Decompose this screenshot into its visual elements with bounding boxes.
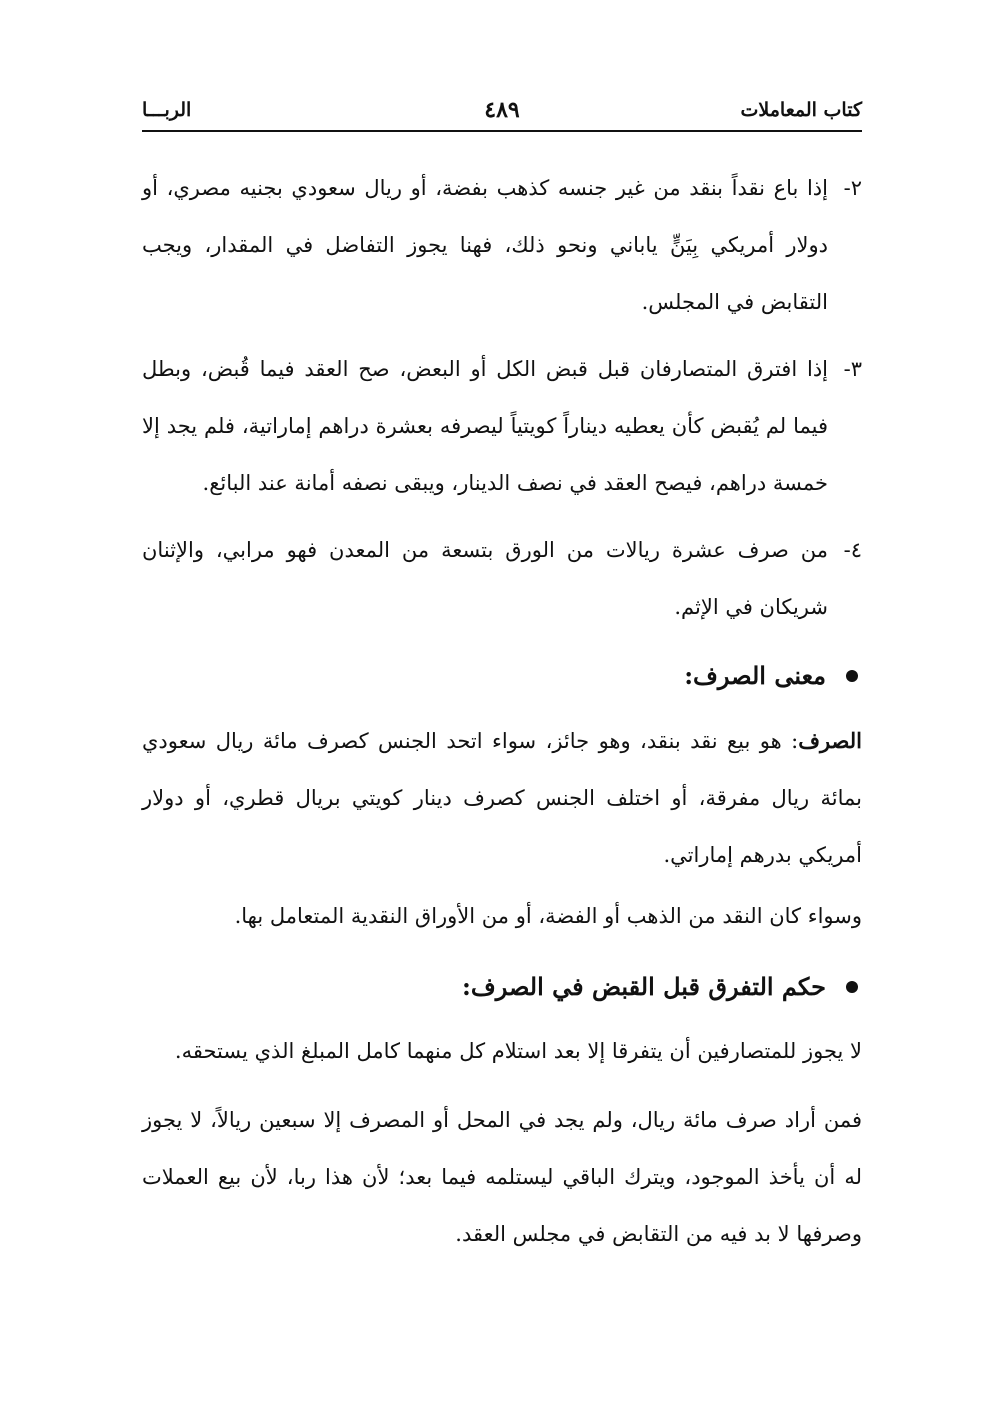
running-head bbox=[142, 94, 862, 132]
bullet-icon bbox=[846, 670, 858, 682]
item-number: ٤- bbox=[843, 538, 862, 562]
item-text: من صرف عشرة ريالات من الورق بتسعة من المعدن فهو مرابي، والإثنان شريكان في الإثم. bbox=[142, 538, 828, 619]
numbered-item-4 bbox=[142, 522, 862, 636]
numbered-item-2 bbox=[142, 160, 862, 331]
bullet-icon bbox=[846, 981, 858, 993]
book-title: كتاب المعاملات bbox=[740, 99, 862, 121]
section-heading-hukm bbox=[142, 957, 862, 1017]
section-heading-sarf bbox=[142, 646, 862, 706]
heading-text: حكم التفرق قبل القبض في الصرف: bbox=[462, 972, 826, 1001]
header-divider bbox=[142, 130, 862, 132]
note-paragraph: وسواء كان النقد من الذهب أو الفضة، أو من الأوراق النقدية المتعامل بها. bbox=[234, 904, 862, 928]
definition-text: : هو بيع نقد بنقد، وهو جائز، سواء اتحد الجنس كصرف مائة ريال سعودي بمائة ريال مفرقة، أو اختلف الجنس كصرف دينار كويتي بريال قطري، أو دولار أمريكي بدرهم إماراتي. bbox=[142, 729, 862, 867]
numbered-item-3 bbox=[142, 341, 862, 512]
book-page bbox=[142, 0, 862, 1417]
chapter-title: الربـــا bbox=[142, 99, 192, 121]
example-paragraph: فمن أراد صرف مائة ريال، ولم يجد في المحل أو المصرف إلا سبعين ريالاً، لا يجوز له أن يأخذ الموجود، ويترك الباقي ليستلمه فيما بعد؛ لأن هذا ربا، لأن بيع العملات وصرفها لا بد فيه من التقابض في مجلس العقد. bbox=[142, 1108, 862, 1246]
item-text: إذا باع نقداً بنقد من غير جنسه كذهب بفضة، أو ريال سعودي بجنيه مصري، أو دولار أمريكي بِيَنٍّ ياباني ونحو ذلك، فهنا يجوز التفاضل في المقدار، ويجب التقابض في المجلس. bbox=[142, 176, 828, 314]
heading-text: معنى الصرف: bbox=[684, 661, 826, 690]
item-number: ٢- bbox=[843, 176, 862, 200]
ruling-paragraph: لا يجوز للمتصارفين أن يتفرقا إلا بعد استلام كل منهما كامل المبلغ الذي يستحقه. bbox=[174, 1039, 862, 1063]
item-text: إذا افترق المتصارفان قبل قبض الكل أو البعض، صح العقد فيما قُبض، وبطل فيما لم يُقبض كأن يعطيه ديناراً كويتياً ليصرفه بعشرة دراهم إماراتية، فلم يجد إلا خمسة دراهم، فيصح العقد في نصف الدينار، ويبقى نصفه أمانة عند البائع. bbox=[142, 357, 828, 495]
defined-term: الصرف bbox=[798, 728, 862, 753]
page-body bbox=[142, 160, 862, 1275]
definition-paragraph bbox=[142, 712, 862, 884]
item-number: ٣- bbox=[843, 357, 862, 381]
page-number: ٤٨٩ bbox=[484, 97, 520, 123]
